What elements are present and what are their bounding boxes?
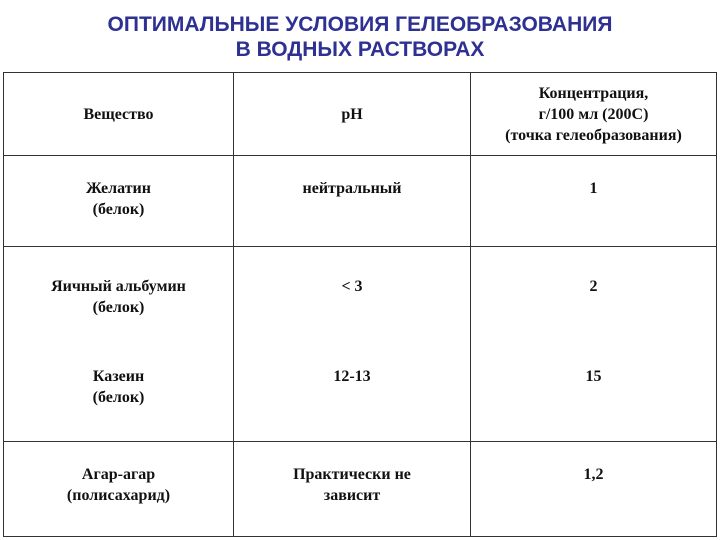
- header-concentration: Концентрация, г/100 мл (200С) (точка гелеобразования): [471, 73, 717, 156]
- table-row: [4, 156, 717, 247]
- cell-substance: Агар-агар (полисахарид): [4, 442, 234, 537]
- title-line-2: В ВОДНЫХ РАСТВОРАХ: [235, 38, 485, 61]
- cell-ph: Практически не зависит: [234, 442, 471, 537]
- table-header-row: [4, 73, 717, 156]
- page-title: [0, 12, 720, 62]
- header-ph: pH: [234, 73, 471, 156]
- title-line-1: ОПТИМАЛЬНЫЕ УСЛОВИЯ ГЕЛЕОБРАЗОВАНИЯ: [107, 13, 613, 36]
- cell-concentration: 1: [471, 156, 717, 247]
- gelation-table: [3, 72, 717, 537]
- cell-concentration: 1,2: [471, 442, 717, 537]
- cell-ph: < 3 12-13: [234, 247, 471, 442]
- cell-ph: нейтральный: [234, 156, 471, 247]
- cell-concentration: 2 15: [471, 247, 717, 442]
- table-row: [4, 442, 717, 537]
- cell-substance: Желатин (белок): [4, 156, 234, 247]
- header-substance: Вещество: [4, 73, 234, 156]
- table-row: [4, 247, 717, 442]
- cell-substance: Яичный альбумин (белок) Казеин (белок): [4, 247, 234, 442]
